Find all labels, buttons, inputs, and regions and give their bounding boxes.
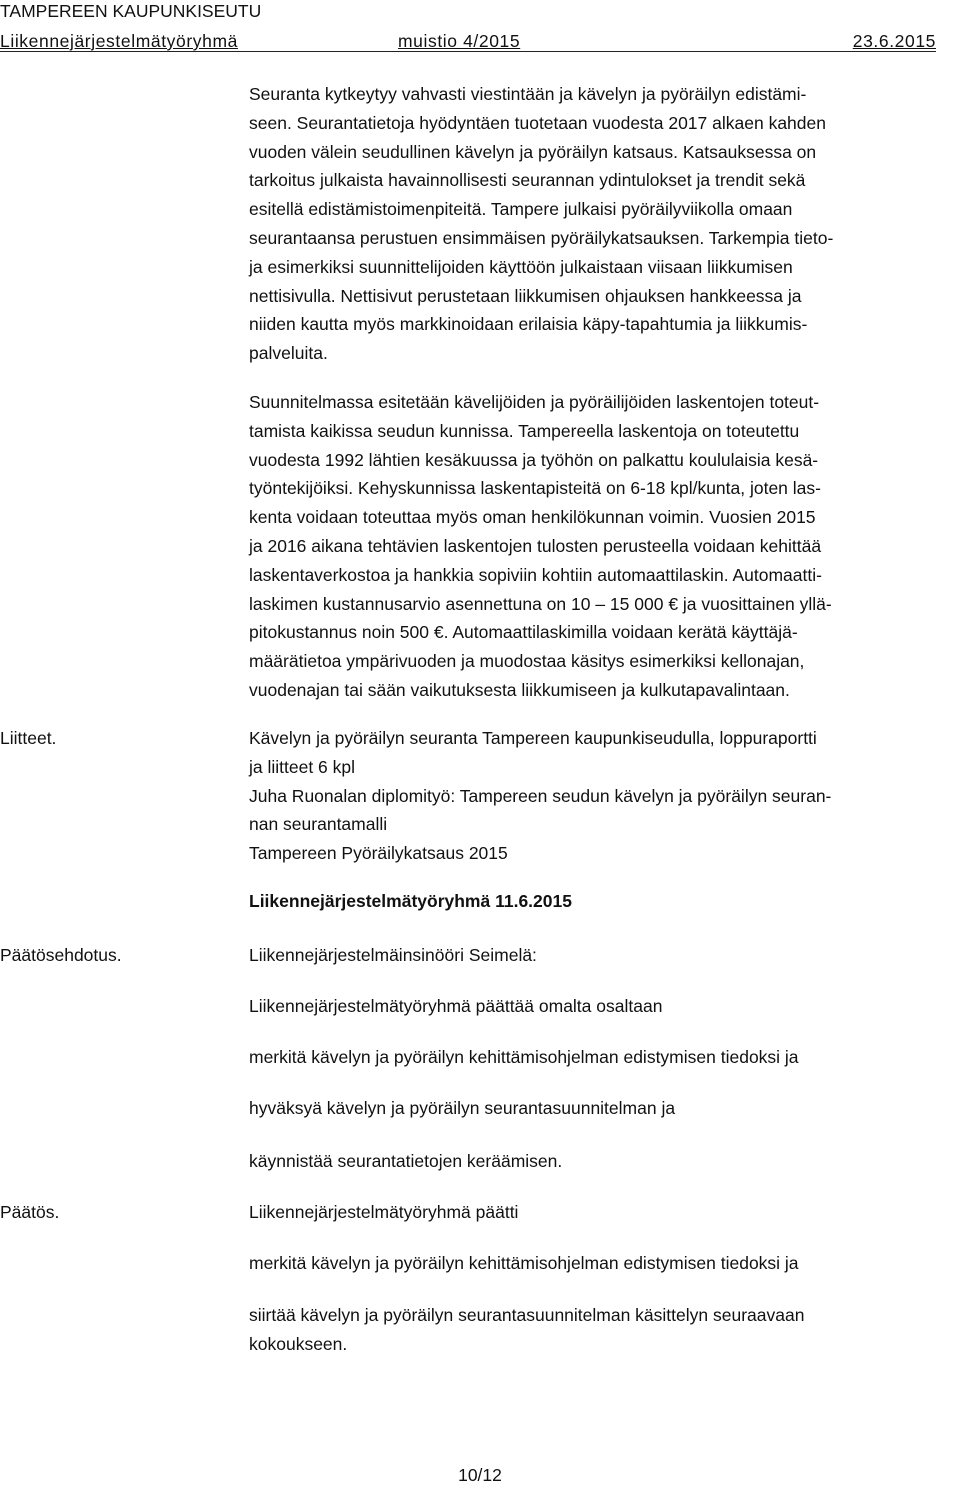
attachment-line: nan seurantamalli (249, 814, 388, 835)
text-line: työntekijöiksi. Kehyskunnissa laskentapisteitä on 6-18 kpl/kunta, joten las- (249, 478, 821, 499)
document-header (0, 30, 936, 52)
decision-line: kokoukseen. (249, 1334, 348, 1354)
proposal-label: Päätösehdotus. (0, 945, 122, 965)
header-divider (0, 51, 936, 52)
text-line: laskimen kustannusarvio asennettuna on 10 – 15 000 € ja vuosittainen yllä- (249, 593, 832, 614)
attachments-list (249, 724, 959, 868)
proposal-presenter: Liikennejärjestelmäinsinööri Seimelä: (249, 945, 537, 965)
text-line: määrätietoa ympärivuoden ja muodostaa käsitys esimerkiksi kellonajan, (249, 651, 805, 672)
text-line: niiden kautta myös markkinoidaan erilaisia käpy-tapahtumia ja liikkumis- (249, 314, 808, 335)
text-line: palveluita. (249, 343, 328, 364)
decision-line: merkitä kävelyn ja pyöräilyn kehittämisohjelman edistymisen tiedoksi ja (249, 1253, 799, 1273)
attachment-line: Kävelyn ja pyöräilyn seuranta Tampereen kaupunkiseudulla, loppuraportti (249, 728, 817, 748)
memo-number: muistio 4/2015 (398, 31, 521, 51)
text-line: vuodesta 1992 lähtien kesäkuussa ja työhön on palkattu koululaisia kesä- (249, 449, 819, 470)
text-line: tamista kaikissa seudun kunnissa. Tampereella laskentoja on toteutettu (249, 420, 800, 441)
proposal-line: Liikennejärjestelmätyöryhmä päättää omalta osaltaan (249, 996, 663, 1016)
text-line: ja esimerkiksi suunnittelijoiden käyttöön julkaistaan viisaan liikkumisen (249, 256, 793, 277)
text-line: laskentaverkostoa ja hankkia sopiviin kohtiin automaattilaskin. Automaatti- (249, 564, 822, 585)
text-line: kenta voidaan toteuttaa myös oman henkilökunnan voimin. Vuosien 2015 (249, 507, 816, 528)
decision-line: Liikennejärjestelmätyöryhmä päätti (249, 1202, 519, 1222)
meeting-heading: Liikennejärjestelmätyöryhmä 11.6.2015 (249, 891, 572, 911)
group-name: Liikennejärjestelmätyöryhmä (0, 31, 238, 51)
decision-label: Päätös. (0, 1202, 60, 1222)
paragraph-monitoring-communication (249, 80, 959, 368)
text-line: esitellä edistämistoimenpiteitä. Tampere julkaisi pyöräilyviikolla omaan (249, 199, 793, 220)
page-number: 10/12 (458, 1465, 502, 1485)
decision-line: siirtää kävelyn ja pyöräilyn seurantasuunnitelman käsittelyn seuraavaan (249, 1305, 805, 1325)
attachment-line: Tampereen Pyöräilykatsaus 2015 (249, 843, 508, 864)
paragraph-counting-plan (249, 388, 959, 705)
proposal-line: käynnistää seurantatietojen keräämisen. (249, 1151, 563, 1171)
text-line: Suunnitelmassa esitetään kävelijöiden ja pyöräilijöiden laskentojen toteut- (249, 392, 820, 412)
text-line: Seuranta kytkeytyy vahvasti viestintään ja kävelyn ja pyöräilyn edistämi- (249, 84, 807, 104)
text-line: seurantaansa perustuen ensimmäisen pyöräilykatsauksen. Tarkempia tieto- (249, 227, 834, 248)
text-line: tarkoitus julkaista havainnollisesti seurannan ydintulokset ja trendit sekä (249, 170, 806, 191)
text-line: nettisivulla. Nettisivut perustetaan liikkumisen ohjauksen hankkeessa ja (249, 285, 802, 306)
text-line: seen. Seurantatietoja hyödyntäen tuotetaan vuodesta 2017 alkaen kahden (249, 112, 826, 133)
attachments-label: Liitteet. (0, 728, 57, 748)
proposal-line: hyväksyä kävelyn ja pyöräilyn seurantasuunnitelman ja (249, 1098, 676, 1118)
text-line: ja 2016 aikana tehtävien laskentojen tulosten perusteella voidaan kehittää (249, 535, 822, 556)
text-line: vuodenajan tai sään vaikutuksesta liikkumiseen ja kulkutapavalintaan. (249, 679, 790, 700)
organization-name: TAMPEREEN KAUPUNKISEUTU (0, 1, 262, 21)
text-line: vuoden välein seudullinen kävelyn ja pyöräilyn katsaus. Katsauksessa on (249, 141, 817, 162)
attachment-line: ja liitteet 6 kpl (249, 756, 356, 777)
memo-date: 23.6.2015 (852, 31, 936, 51)
attachment-line: Juha Ruonalan diplomityö: Tampereen seudun kävelyn ja pyöräilyn seuran- (249, 785, 832, 806)
proposal-line: merkitä kävelyn ja pyöräilyn kehittämisohjelman edistymisen tiedoksi ja (249, 1047, 799, 1067)
text-line: pitokustannus noin 500 €. Automaattilaskimilla voidaan kerätä käyttäjä- (249, 622, 798, 643)
